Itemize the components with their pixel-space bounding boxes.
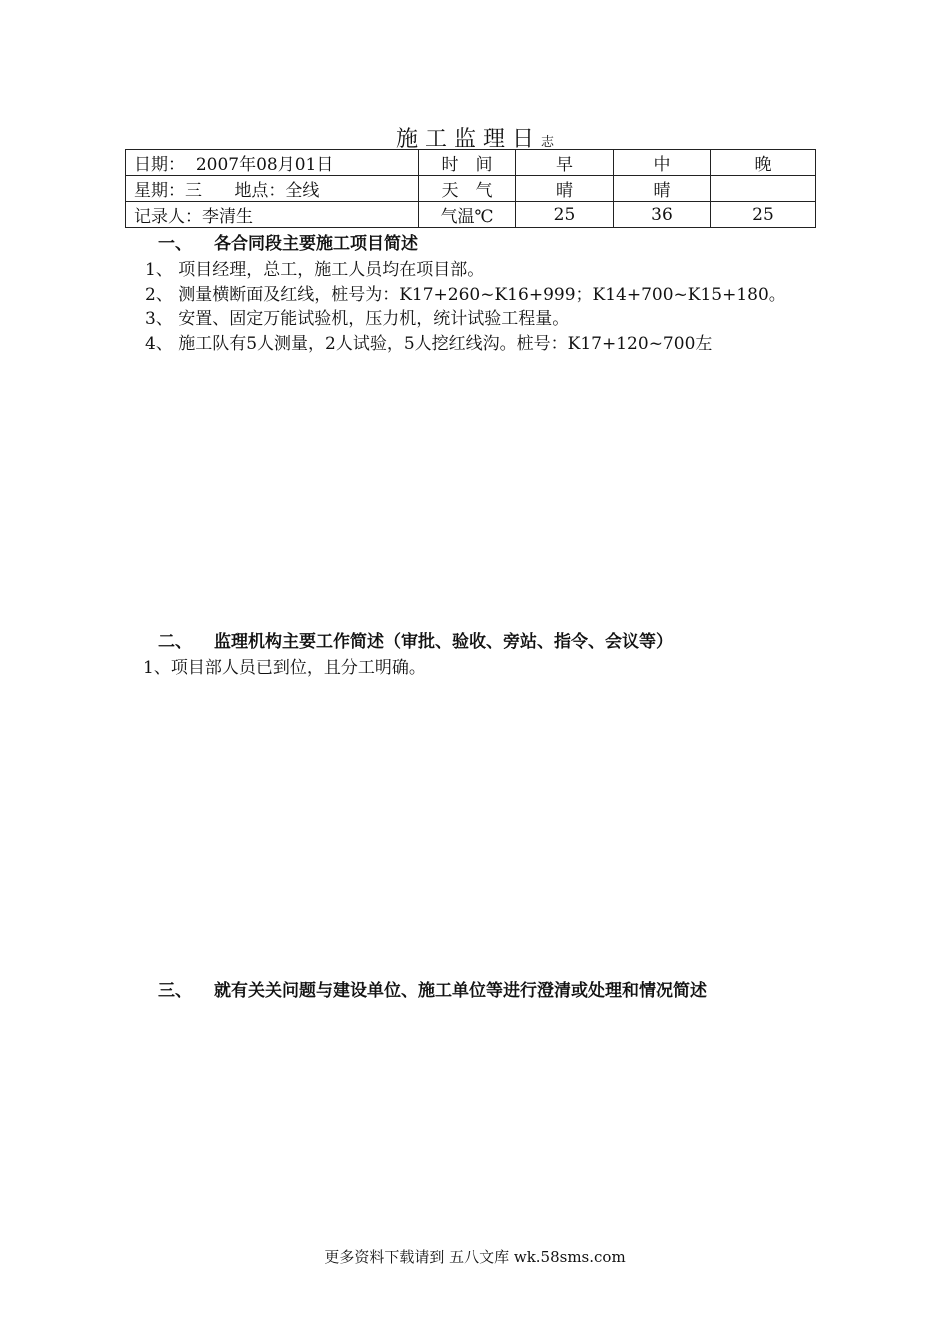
list-item: 1、 项目经理，总工，施工人员均在项目部。 [145, 260, 485, 280]
list-item: 2、 测量横断面及红线，桩号为：K17+260~K16+999；K14+700~K15+180。 [145, 285, 786, 305]
weather-early: 晴 [516, 176, 614, 202]
temp-noon: 36 [614, 202, 711, 228]
late-header: 晚 [711, 150, 816, 176]
info-table [125, 149, 816, 228]
info-row-weather [126, 176, 816, 202]
section1-heading [158, 229, 418, 254]
weekday-place-cell [126, 176, 419, 202]
list-item: 4、 施工队有5人测量，2人试验，5人挖红线沟。桩号：K17+120~700左 [145, 334, 713, 354]
title-main: 施工监理日 [395, 127, 541, 152]
section3-heading [158, 976, 707, 1001]
footer-link-text: 更多资料下载请到 五八文库 wk.58sms.com [324, 1248, 626, 1266]
noon-header: 中 [614, 150, 711, 176]
date-cell [126, 150, 419, 176]
section3-number: 三、 [158, 981, 192, 1001]
section1-number: 一、 [158, 234, 192, 254]
info-row-temp [126, 202, 816, 228]
time-header: 时 间 [419, 150, 516, 176]
info-row-date [126, 150, 816, 176]
place: 地点：全线 [234, 181, 320, 201]
date-value: 2007年08月01日 [195, 155, 334, 175]
weather-header: 天 气 [419, 176, 516, 202]
weather-noon: 晴 [614, 176, 711, 202]
temp-header: 气温℃ [419, 202, 516, 228]
weekday: 星期：三 [134, 181, 202, 201]
section3-title: 就有关关问题与建设单位、施工单位等进行澄清或处理和情况简述 [214, 981, 707, 1001]
early-header: 早 [516, 150, 614, 176]
temp-early: 25 [516, 202, 614, 228]
section2-number: 二、 [158, 632, 192, 652]
section1-title: 各合同段主要施工项目简述 [214, 234, 418, 254]
recorder-cell: 记录人：李清生 [126, 202, 419, 228]
title-small-char: 志 [541, 135, 555, 150]
list-item: 3、 安置、固定万能试验机，压力机，统计试验工程量。 [145, 309, 570, 329]
weather-late [711, 176, 816, 202]
date-label: 日期： [134, 155, 185, 175]
section2-heading [158, 627, 673, 652]
section2-title: 监理机构主要工作简述（审批、验收、旁站、指令、会议等） [214, 632, 673, 652]
temp-late: 25 [711, 202, 816, 228]
list-item: 1、项目部人员已到位，且分工明确。 [143, 658, 426, 678]
